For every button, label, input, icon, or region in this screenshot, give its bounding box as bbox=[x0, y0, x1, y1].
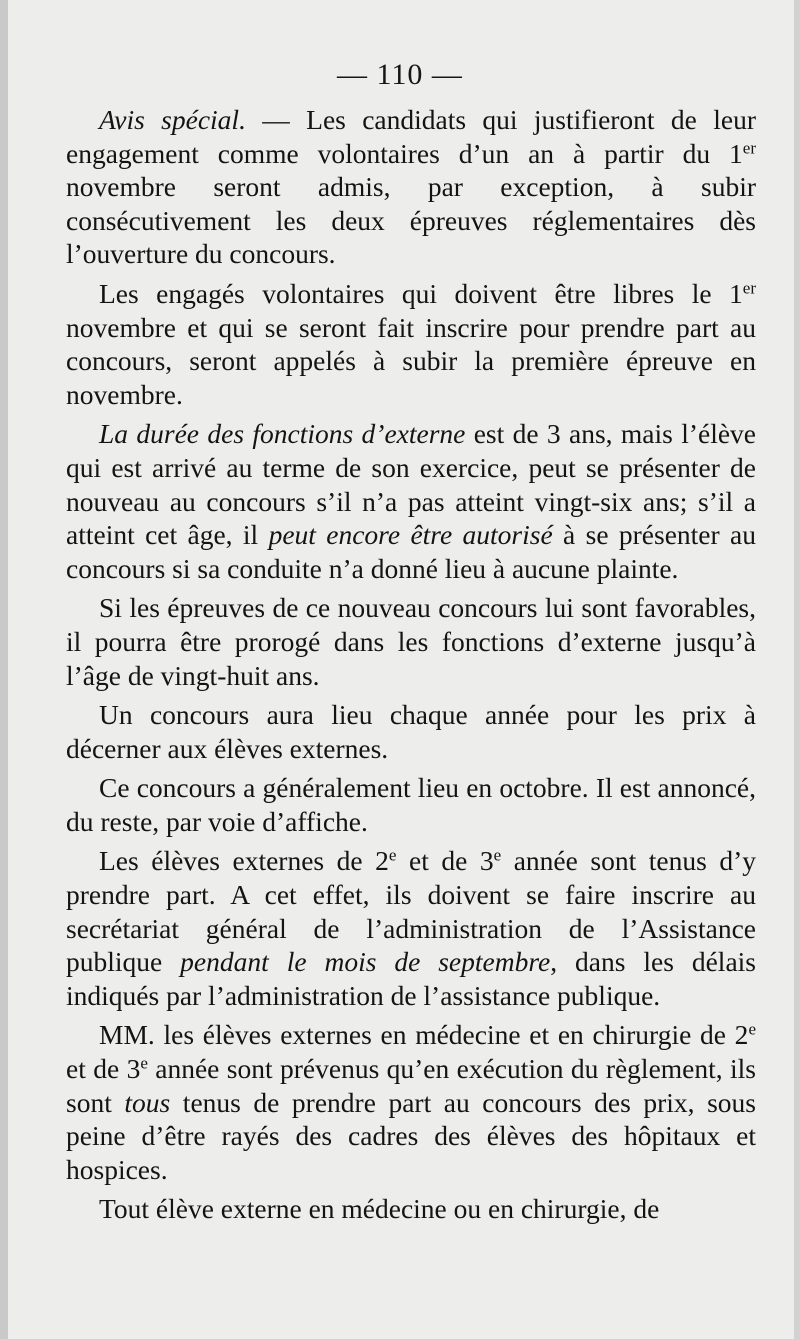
paragraph bbox=[66, 698, 756, 765]
page-number: — 110 — bbox=[337, 58, 463, 91]
italic-text: La durée des fonctions d’externe bbox=[99, 418, 466, 450]
text-run: et de 3 bbox=[66, 1053, 141, 1085]
superscript: e bbox=[493, 846, 502, 866]
paragraph bbox=[66, 591, 756, 692]
text-run: Les élèves externes de 2 bbox=[99, 845, 389, 877]
text-run: Si les épreuves de ce nouveau concours lui sont favorables, il pourra être prorogé dans les fonctions d’externe jusqu’à l’âge de vingt-huit ans. bbox=[66, 592, 756, 691]
text-run: , dans les délais indiqués par l’administration de l’assistance publique. bbox=[66, 946, 756, 1011]
paragraph bbox=[66, 771, 756, 838]
superscript: er bbox=[742, 138, 756, 158]
text-run: novembre seront admis, par exception, à subir consécutivement les deux épreuves réglementaires dès l’ouverture du concours. bbox=[66, 171, 756, 270]
italic-text: peut encore être autorisé bbox=[268, 519, 553, 551]
text-run: Un concours aura lieu chaque année pour les prix à décerner aux élèves externes. bbox=[66, 699, 756, 764]
text-run: Les engagés volontaires qui doivent être libres le 1 bbox=[99, 277, 743, 309]
superscript: e bbox=[388, 846, 397, 866]
text-run: Tout élève externe en médecine ou en chirurgie, de bbox=[99, 1193, 660, 1225]
page-left-edge bbox=[0, 0, 8, 1339]
text-run: est de 3 ans, mais l’élève qui est arrivé au terme de son exercice, peut se présenter de nouveau au concours s’il n’a pas atteint vingt-six ans; s’il a atteint cet âge, il bbox=[66, 418, 757, 551]
text-run: — Les candidats qui justifieront de leur engagement comme volontaires d’un an à partir du 1 bbox=[66, 104, 756, 169]
text-run: année sont prévenus qu’en exécution du règlement, ils sont bbox=[66, 1053, 756, 1118]
superscript: e bbox=[748, 1020, 756, 1040]
text-run: et de 3 bbox=[396, 845, 494, 877]
paragraph bbox=[66, 277, 756, 411]
body-text bbox=[66, 103, 756, 1226]
text-run: MM. les élèves externes en médecine et en chirurgie de 2 bbox=[99, 1019, 749, 1051]
superscript: er bbox=[742, 278, 756, 298]
paragraph bbox=[66, 1192, 756, 1226]
text-run: tenus de prendre part au concours des prix, sous peine d’être rayés des cadres des élèves des hôpitaux et hospices. bbox=[66, 1086, 756, 1185]
italic-text: pendant le mois de septembre bbox=[180, 946, 551, 978]
text-run: à se présenter au concours si sa conduite n’a donné lieu à aucune plainte. bbox=[66, 519, 756, 584]
text-run: année sont tenus d’y prendre part. A cet effet, ils doivent se faire inscrire au secrétariat général de l’administration de l’Assistance publique bbox=[66, 845, 756, 978]
paragraph bbox=[66, 844, 756, 1012]
text-run: Ce concours a généralement lieu en octobre. Il est annoncé, du reste, par voie d’affiche. bbox=[66, 772, 756, 837]
paragraph bbox=[66, 103, 756, 271]
text-run: novembre et qui se seront fait inscrire pour prendre part au concours, seront appelés à subir la première épreuve en novembre. bbox=[66, 311, 756, 410]
italic-text: tous bbox=[124, 1086, 171, 1118]
page-right-edge bbox=[794, 0, 800, 1339]
italic-text: Avis spécial. bbox=[99, 104, 246, 135]
paragraph bbox=[66, 417, 756, 585]
paragraph bbox=[66, 1018, 756, 1186]
superscript: e bbox=[140, 1053, 148, 1073]
